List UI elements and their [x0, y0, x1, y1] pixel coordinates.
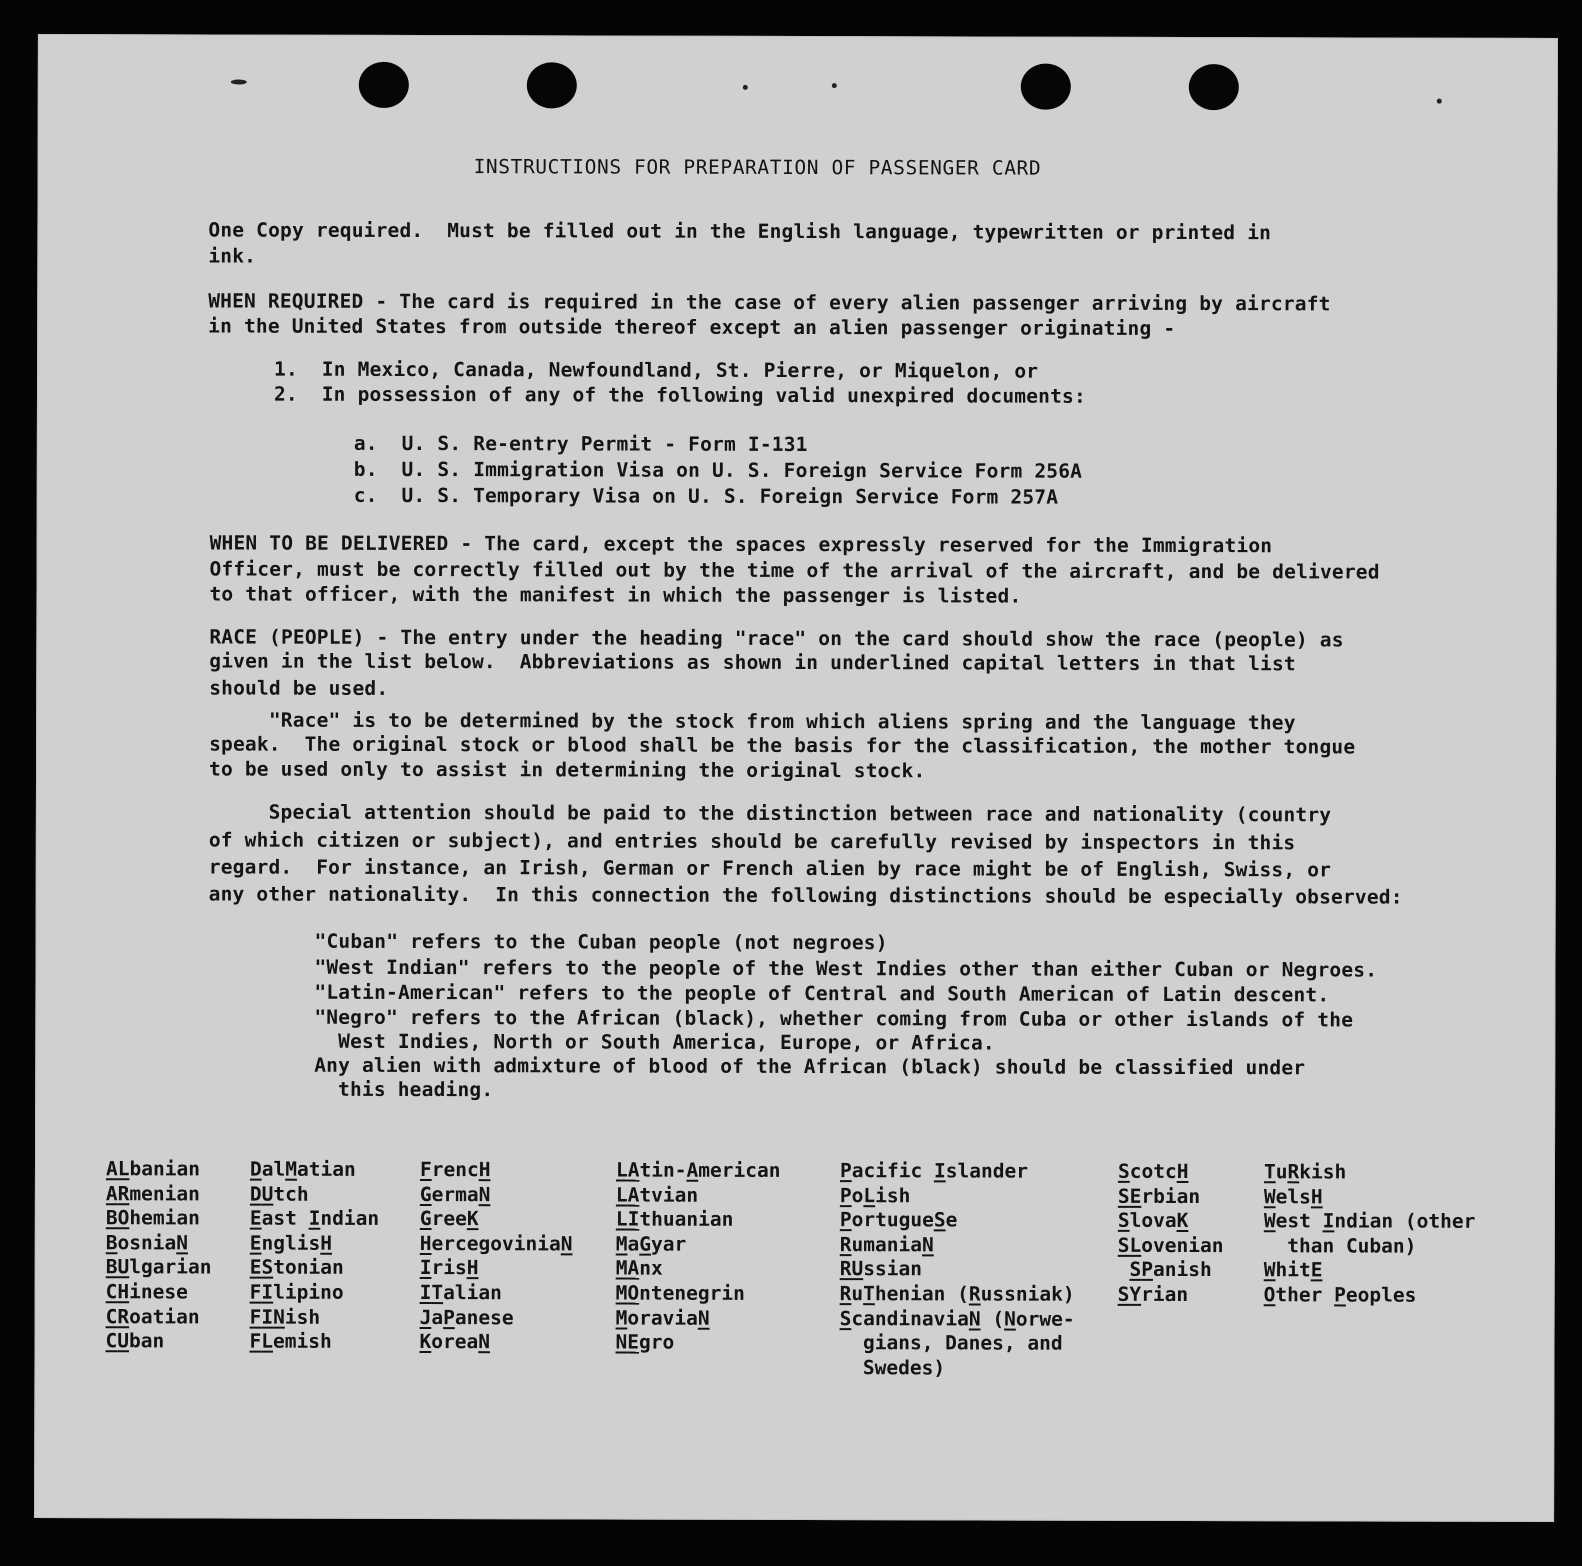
race-list-item: GermaN	[419, 1182, 491, 1206]
race-list-item: LAtvian	[615, 1183, 699, 1207]
punch-hole	[359, 62, 409, 108]
definition-line: this heading.	[314, 1077, 494, 1102]
race-list-item: MAnx	[615, 1256, 663, 1281]
race-determined-line: speak. The original stock or blood shall be the basis for the classification, the mother tongue	[209, 732, 1356, 759]
punch-hole	[1189, 64, 1239, 110]
definition-line: "West Indian" refers to the people of the West Indies other than either Cuban or Negroes.	[314, 955, 1378, 982]
race-list-item: ScotcH	[1117, 1159, 1189, 1184]
race-list-item: MOntenegrin	[615, 1281, 745, 1305]
punch-hole	[527, 62, 577, 108]
race-list-item: FLemish	[249, 1329, 332, 1353]
when-required-line: in the United States from outside thereof except an alien passenger originating -	[208, 314, 1176, 340]
race-list-item: East Indian	[249, 1206, 380, 1231]
race-list-item: West Indian (other	[1263, 1209, 1476, 1233]
race-list-column	[419, 1158, 572, 1355]
definition-line: West Indies, North or South America, Europe, or Africa.	[314, 1029, 995, 1055]
when-delivered-line: to that officer, with the manifest in which the passenger is listed.	[209, 582, 1022, 608]
special-attention-line: Special attention should be paid to the distinction between race and nationality (country	[208, 800, 1332, 827]
race-list-item: MaGyar	[615, 1232, 687, 1256]
race-list-item: DUtch	[249, 1182, 309, 1206]
when-delivered-line: Officer, must be correctly filled out by the time of the arrival of the aircraft, and be delivered	[209, 557, 1380, 584]
special-attention-line: of which citizen or subject), and entries should be carefully revised by inspectors in this	[208, 828, 1296, 855]
race-list-item: WelsH	[1263, 1184, 1323, 1208]
numbered-item: 2. In possession of any of the following valid unexpired documents:	[273, 382, 1086, 408]
race-list-item: MoraviaN	[615, 1306, 710, 1330]
race-list-item: NEgro	[615, 1330, 675, 1354]
definition-line: "Latin-American" refers to the people of Central and South American of Latin descent.	[314, 980, 1330, 1007]
intro-line: ink.	[208, 244, 257, 268]
race-list-item: EnglisH	[249, 1231, 333, 1255]
page-title: INSTRUCTIONS FOR PREPARATION OF PASSENGER CARD	[473, 155, 1042, 180]
race-list-item: gians, Danes, and	[862, 1331, 1063, 1355]
race-list-column	[615, 1159, 780, 1356]
race-list-item: WhitE	[1263, 1258, 1323, 1282]
ink-speck	[1437, 99, 1442, 104]
when-delivered-line: WHEN TO BE DELIVERED - The card, except the spaces expressly reserved for the Immigration	[209, 531, 1273, 558]
ink-speck	[231, 80, 247, 85]
race-list-item: LAtin-American	[615, 1158, 781, 1182]
race-list-item: SLovenian	[1117, 1233, 1224, 1257]
race-list-item: CRoatian	[105, 1304, 200, 1329]
race-list-item: HercegoviniaN	[419, 1231, 573, 1256]
race-list-item: PoLish	[839, 1183, 911, 1207]
race-list-item: SPanish	[1129, 1258, 1212, 1282]
race-list-item: RumaniaN	[839, 1232, 934, 1257]
race-list-column	[249, 1158, 379, 1355]
race-list-item: RUssian	[839, 1257, 922, 1281]
race-people-line: should be used.	[209, 676, 389, 700]
race-list-item: JaPanese	[419, 1305, 514, 1329]
race-list-column	[839, 1159, 1075, 1381]
document-page	[34, 34, 1558, 1522]
race-list-item: CHinese	[105, 1280, 188, 1304]
race-determined-line: "Race" is to be determined by the stock from which aliens spring and the language they	[209, 708, 1296, 735]
race-list-item: LIthuanian	[615, 1207, 734, 1232]
punch-hole	[1021, 64, 1071, 110]
race-list-item: SlovaK	[1117, 1209, 1189, 1233]
race-list-item: ScandinaviaN (Norwe-	[839, 1306, 1075, 1331]
race-list-item: FINish	[249, 1305, 321, 1329]
race-list-column	[1118, 1160, 1224, 1308]
race-list-item: BOhemian	[105, 1206, 200, 1230]
lettered-item: c. U. S. Temporary Visa on U. S. Foreign Service Form 257A	[353, 483, 1059, 509]
race-list-item: KoreaN	[419, 1330, 491, 1354]
race-list-item: than Cuban)	[1287, 1234, 1417, 1258]
race-list-item: ALbanian	[105, 1157, 201, 1181]
lettered-item: a. U. S. Re-entry Permit - Form I-131	[353, 431, 808, 457]
special-attention-line: any other nationality. In this connection the following distinctions should be especially observed:	[208, 882, 1403, 909]
race-list-item: IrisH	[419, 1256, 479, 1280]
race-people-line: RACE (PEOPLE) - The entry under the heading "race" on the card should show the race (people) as	[209, 625, 1344, 652]
race-determined-line: to be used only to assist in determining the original stock.	[208, 757, 926, 783]
race-list-item: DalMatian	[249, 1157, 356, 1181]
numbered-item: 1. In Mexico, Canada, Newfoundland, St. Pierre, or Miquelon, or	[274, 357, 1039, 383]
special-attention-line: regard. For instance, an Irish, German or French alien by race might be of English, Swiss, or	[208, 855, 1332, 882]
race-list-item: Pacific Islander	[839, 1159, 1029, 1183]
race-list-item: Other Peoples	[1263, 1283, 1417, 1307]
race-people-line: given in the list below. Abbreviations as shown in underlined capital letters in that list	[209, 649, 1296, 676]
race-list-item: GreeK	[419, 1207, 479, 1231]
race-list-column	[105, 1157, 211, 1354]
race-list-column	[1264, 1160, 1476, 1308]
when-required-line: WHEN REQUIRED - The card is required in the case of every alien passenger arriving by aircraft	[208, 289, 1331, 316]
race-list-item: EStonian	[249, 1255, 344, 1280]
definition-line: Any alien with admixture of blood of the African (black) should be classified under	[314, 1053, 1306, 1080]
race-list-item: SYrian	[1117, 1282, 1189, 1306]
race-list-item: BosniaN	[105, 1230, 189, 1255]
race-list-item: PortugueSe	[839, 1208, 958, 1232]
race-list-item: TuRkish	[1263, 1160, 1347, 1184]
definition-line: "Negro" refers to the African (black), whether coming from Cuba or other islands of the	[314, 1005, 1354, 1032]
race-list-item: FIlipino	[249, 1280, 344, 1304]
race-list-item: RuThenian (Russniak)	[839, 1282, 1075, 1306]
definition-line: "Cuban" refers to the Cuban people (not negroes)	[314, 929, 888, 955]
race-list-item: FrencH	[419, 1158, 491, 1182]
race-list-item: BUlgarian	[105, 1255, 212, 1279]
ink-speck	[743, 85, 748, 90]
intro-line: One Copy required. Must be filled out in the English language, typewritten or printed in	[208, 218, 1272, 245]
ink-speck	[832, 83, 837, 88]
race-list-item: Swedes)	[862, 1355, 946, 1380]
lettered-item: b. U. S. Immigration Visa on U. S. Foreign Service Form 256A	[353, 457, 1083, 483]
race-list-item: CUban	[105, 1329, 165, 1353]
race-list-item: SErbian	[1117, 1184, 1201, 1208]
race-list-item: ARmenian	[105, 1181, 200, 1206]
race-list-item: ITalian	[419, 1280, 502, 1305]
